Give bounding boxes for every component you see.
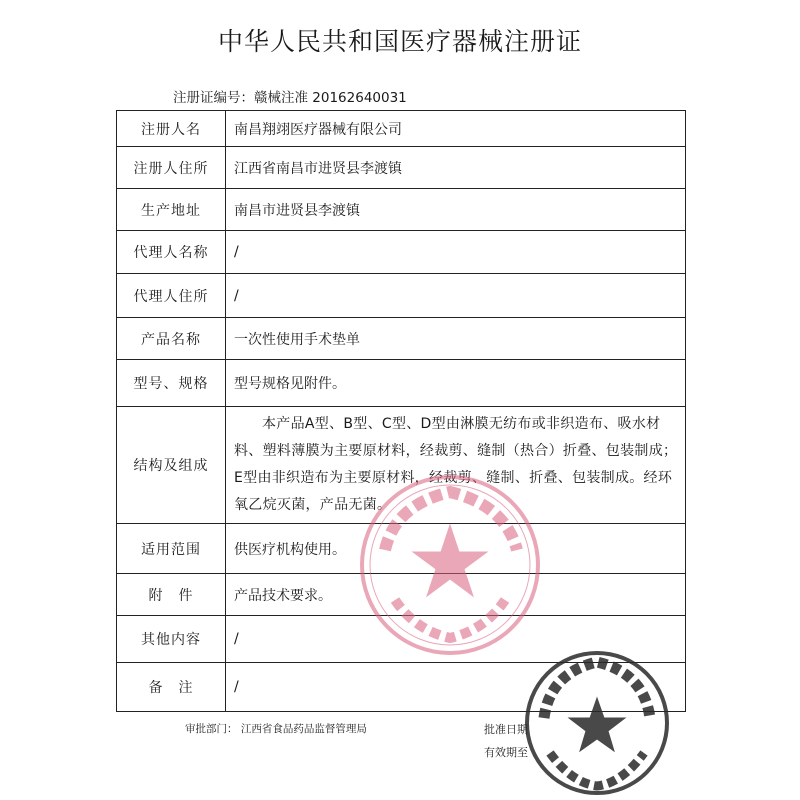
- table-row: [117, 524, 686, 574]
- table-row: [117, 318, 686, 360]
- row-value: /: [226, 231, 686, 274]
- row-value: 江西省南昌市进贤县李渡镇: [226, 147, 686, 189]
- row-label: 附 件: [117, 574, 226, 616]
- row-label: 备 注: [117, 663, 226, 712]
- approval-department: 审批部门： 江西省食品药品监督管理局: [185, 723, 367, 735]
- certificate-table: [116, 110, 686, 712]
- row-label: 型号、规格: [117, 360, 226, 407]
- row-label: 适用范围: [117, 524, 226, 574]
- table-row: [117, 663, 686, 712]
- approval-date: 批准日期: [484, 723, 528, 736]
- row-value: /: [226, 274, 686, 318]
- table-row: [117, 360, 686, 407]
- row-label: 产品名称: [117, 318, 226, 360]
- row-value: 南昌翔翊医疗器械有限公司: [226, 111, 686, 147]
- row-label: 生产地址: [117, 189, 226, 231]
- table-row: [117, 231, 686, 274]
- row-label: 代理人住所: [117, 274, 226, 318]
- row-value: /: [226, 663, 686, 712]
- table-row: [117, 574, 686, 616]
- page-title: 中华人民共和国医疗器械注册证: [217, 27, 582, 56]
- row-value: 型号规格见附件。: [226, 360, 686, 407]
- valid-until: 有效期至: [484, 746, 528, 759]
- row-value: 南昌市进贤县李渡镇: [226, 189, 686, 231]
- table-row: [117, 407, 686, 524]
- row-label: 代理人名称: [117, 231, 226, 274]
- registration-number: 注册证编号：赣械注准 20162640031: [173, 90, 407, 106]
- table-row: [117, 147, 686, 189]
- table-row: [117, 616, 686, 663]
- row-value: 一次性使用手术垫单: [226, 318, 686, 360]
- row-label: 结构及组成: [117, 407, 226, 524]
- table-row: [117, 111, 686, 147]
- row-label: 注册人住所: [117, 147, 226, 189]
- table-row: [117, 274, 686, 318]
- row-label: 其他内容: [117, 616, 226, 663]
- row-value: 供医疗机构使用。: [226, 524, 686, 574]
- row-value: 本产品A型、B型、C型、D型由淋膜无纺布或非织造布、吸水材料、塑料薄膜为主要原材料，经裁剪、缝制（热合）折叠、包装制成；E型由非织造布为主要原材料，经裁剪、缝制、折叠、包装制成。经环氧乙烷灭菌，产品无菌。: [226, 407, 686, 524]
- table-row: [117, 189, 686, 231]
- row-value: /: [226, 616, 686, 663]
- row-label: 注册人名: [117, 111, 226, 147]
- row-value: 产品技术要求。: [226, 574, 686, 616]
